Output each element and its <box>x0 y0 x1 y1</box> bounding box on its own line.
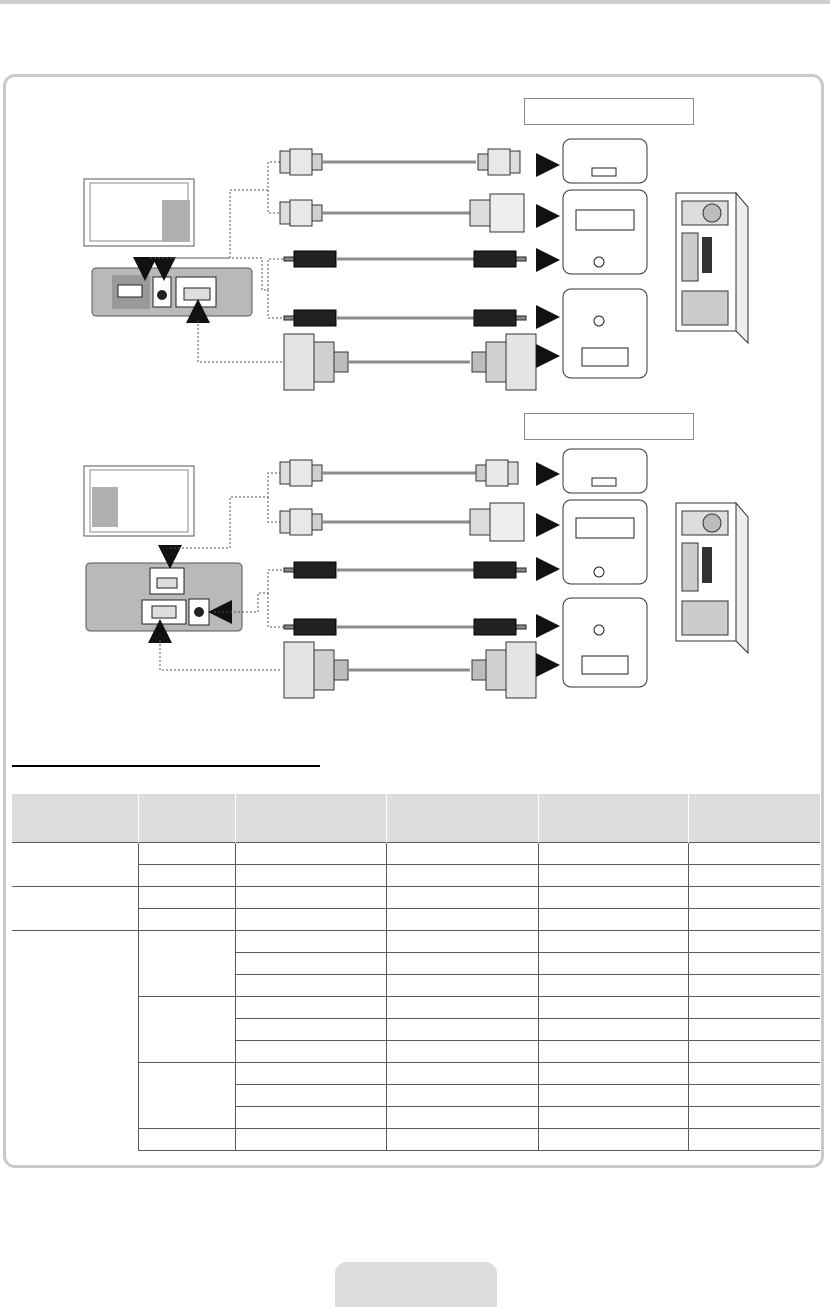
diagram2-port-panel <box>86 563 242 631</box>
table-header <box>12 794 138 843</box>
diagram1-cables <box>280 149 536 390</box>
diagram2-monitor-icon <box>84 466 194 536</box>
table-header <box>138 794 235 843</box>
page-number-tab <box>335 1262 497 1307</box>
table-header <box>387 794 539 843</box>
diagram1-pc-ports <box>563 139 647 378</box>
dvi-port-icon <box>576 210 634 230</box>
audio-jack-icon <box>157 290 167 300</box>
diagram2-pc-ports <box>563 449 647 687</box>
diagram2-cables <box>280 460 536 698</box>
vga-port-icon <box>184 288 210 300</box>
diagram1-monitor-icon <box>84 179 194 246</box>
display-modes-table <box>12 794 820 1151</box>
pc-tower-icon <box>676 193 748 343</box>
diagram1-port-panel <box>92 268 252 316</box>
diagram2-arrows <box>540 474 554 665</box>
table-cell <box>12 843 138 887</box>
hdmi-port-icon <box>118 285 142 297</box>
diagram1-arrows <box>540 165 554 356</box>
table-cell <box>12 931 138 1151</box>
table-header <box>539 794 689 843</box>
table-header <box>689 794 820 843</box>
modes-section-rule <box>12 765 320 767</box>
table-header <box>235 794 386 843</box>
table-cell <box>12 887 138 931</box>
